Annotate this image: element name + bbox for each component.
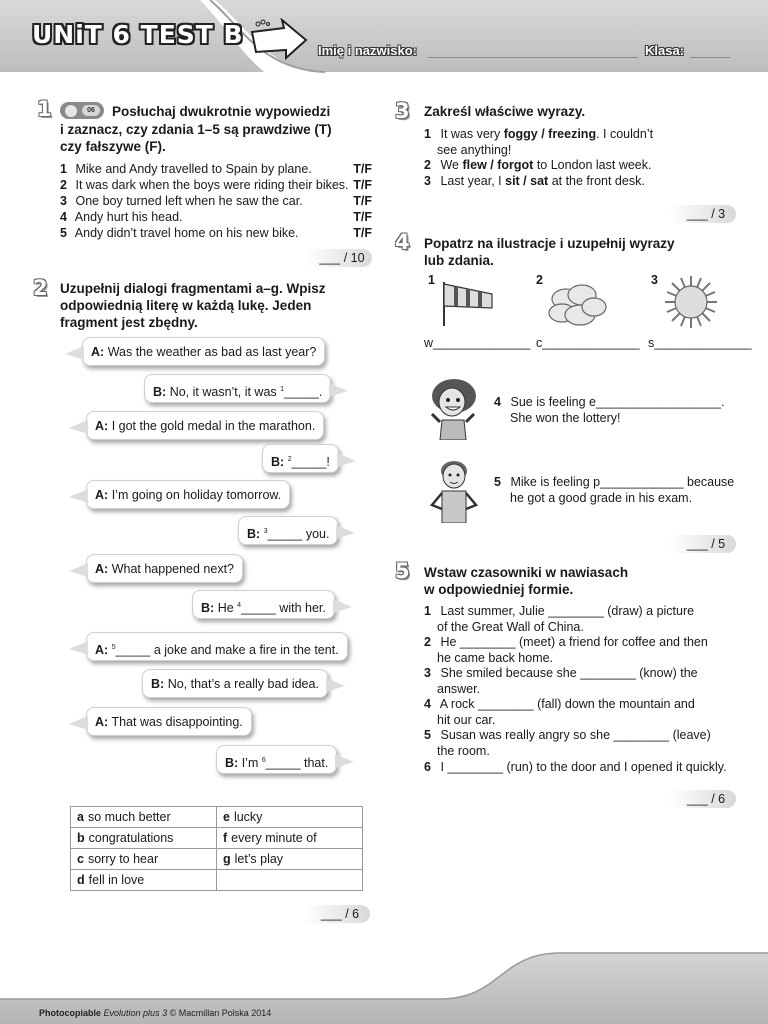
picture-number-2: 2 [536,273,543,287]
tf-choice[interactable]: T/F [353,178,372,192]
verb-gap[interactable]: I ________ (run) to the door and I opened it quickly. [440,760,727,774]
dialogue-bubble-b4: B: He $^4$_____ with her. [192,590,335,619]
dialogue-bubble-b3: B: $^3$_____ you. [238,516,338,545]
choice-pair[interactable]: foggy / freezing [503,127,597,141]
ex5-item-3: 3 She smiled because she ________ (know) the answer. [424,666,698,696]
exercise-number-5: 5 [395,559,410,583]
ex5-item-1: 1 Last summer, Julie ________ (draw) a picture of the Great Wall of China. [424,604,695,634]
choice-pair[interactable]: flew / forgot [462,158,534,172]
unit-title: UNiT 6 TEST B [32,20,244,49]
options-row [71,807,363,828]
exercise-number-3: 3 [395,99,410,123]
picture-number-1: 1 [428,273,435,287]
tf-choice[interactable]: T/F [353,194,372,208]
dialogue-bubble-a1: A: Was the weather as bad as last year? [82,337,325,366]
exercise-5-instruction: Wstaw czasowniki w nawiasach w odpowiedniej formie. [424,565,629,597]
ex4-sentence-5: 5 Mike is feeling p____________ because he got a good grade in his exam. [494,475,735,505]
verb-gap[interactable]: A rock ________ (fall) down the mountain and [439,697,695,711]
gap-3[interactable]: _____ you. [267,527,330,541]
ex5-item-4: 4 A rock ________ (fall) down the mountain and hit our car. [424,697,695,727]
tf-choice[interactable]: T/F [353,226,372,240]
gap-5[interactable]: _____ a joke and make a fire in the tent. [115,643,339,657]
ex5-item-2: 2 He ________ (meet) a friend for coffee and then he came back home. [424,635,708,665]
option-empty [217,870,363,891]
sun-icon [664,275,718,329]
options-table [70,806,363,891]
audio-track-badge[interactable] [60,102,104,119]
happy-girl-icon [428,376,482,440]
audio-track-number: 06 [82,105,100,116]
gap-2[interactable]: _____! [291,455,330,469]
exercise-2-score[interactable]: ___ / 6 [304,905,370,923]
option-e: e lucky [217,807,363,828]
exercise-5-score[interactable]: ___ / 6 [670,790,736,808]
exercise-1-score[interactable]: ___ / 10 [306,249,372,267]
exercise-4-instruction: Popatrz na ilustracje i uzupełnij wyrazy lub zdania. [424,236,675,268]
tf-item-1: 1 Mike and Andy travelled to Spain by plane. T/F [60,162,372,176]
verb-gap[interactable]: She smiled because she ________ (know) the [440,666,698,680]
page-header [0,0,768,95]
ex3-item-3: 3 Last year, I sit / sat at the front desk. [424,174,645,188]
arrow-icon [248,18,310,64]
picture-number-3: 3 [651,273,658,287]
ex3-item-2: 2 We flew / forgot to London last week. [424,158,652,172]
dialogue-bubble-a4: A: What happened next? [86,554,243,583]
ex4-sentence-4: 4 Sue is feeling e__________________. She won the lottery! [494,395,725,425]
exercise-number-1: 1 [37,97,52,121]
picture-blank-2[interactable]: c______________ [536,336,640,350]
dialogue-bubble-b2: B: $^2$_____! [262,444,339,473]
ex5-item-5: 5 Susan was really angry so she ________ (leave) the room. [424,728,711,758]
option-d: d fell in love [71,870,217,891]
picture-blank-3[interactable]: s______________ [648,336,752,350]
verb-gap[interactable]: He ________ (meet) a friend for coffee and then [440,635,708,649]
options-row [71,870,363,891]
gap-6[interactable]: _____ that. [265,756,329,770]
tf-item-2: 2 It was dark when the boys were riding their bikes. T/F [60,178,372,192]
option-a: a so much better [71,807,217,828]
choice-pair[interactable]: sit / sat [505,174,549,188]
name-field[interactable] [428,57,638,58]
class-label: Klasa: [645,43,685,58]
class-field[interactable] [690,57,730,58]
tf-choice[interactable]: T/F [353,162,372,176]
tf-item-3: 3 One boy turned left when he saw the car. T/F [60,194,372,208]
ex5-item-6: 6 I ________ (run) to the door and I opened it quickly. [424,760,727,774]
exercise-1-instruction: 06 Posłuchaj dwukrotnie wypowiedzi i zaznacz, czy zdania 1–5 są prawdziwe (T) czy fałszywe (F). [60,103,360,155]
picture-blank-1[interactable]: w______________ [424,336,531,350]
clouds-icon [546,283,608,329]
tf-item-5: 5 Andy didn’t travel home on his new bike. T/F [60,226,372,240]
option-g: g let’s play [217,849,363,870]
gap-1[interactable]: _____. [284,385,323,399]
exercise-2-instruction: Uzupełnij dialogi fragmentami a–g. Wpisz odpowiednią literę w każdą lukę. Jeden fragment jest zbędny. [60,281,326,330]
option-c: c sorry to hear [71,849,217,870]
tf-choice[interactable]: T/F [353,210,372,224]
verb-gap[interactable]: Last summer, Julie ________ (draw) a picture [440,604,695,618]
dialogue-bubble-a6: A: That was disappointing. [86,707,252,736]
exercise-4-score[interactable]: ___ / 5 [670,535,736,553]
footer-copyright: Photocopiable Evolution plus 3 © Macmillan Polska 2014 [39,1008,272,1018]
gap-4[interactable]: _____ with her. [241,601,326,615]
dialogue-bubble-a3: A: I’m going on holiday tomorrow. [86,480,290,509]
options-row [71,849,363,870]
dialogue-bubble-b6: B: I’m $^6$_____ that. [216,745,337,774]
blank-5[interactable]: Mike is feeling p____________ because [510,475,735,489]
option-f: f every minute of [217,828,363,849]
dialogue-bubble-b1: B: No, it wasn’t, it was $^1$_____. [144,374,331,403]
option-b: b congratulations [71,828,217,849]
verb-gap[interactable]: Susan was really angry so she ________ (leave) [440,728,711,742]
dialogue-bubble-a2: A: I got the gold medal in the marathon. [86,411,324,440]
speaker-icon [65,105,77,117]
tf-item-4: 4 Andy hurt his head. T/F [60,210,372,224]
proud-boy-icon [426,457,482,523]
exercise-number-4: 4 [395,230,410,254]
windsock-icon [440,278,498,328]
name-label: Imię i nazwisko: [318,43,417,58]
dialogue-bubble-a5: A: $^5$_____ a joke and make a fire in the tent. [86,632,348,661]
exercise-3-instruction: Zakreśl właściwe wyrazy. [424,104,586,119]
blank-4[interactable]: Sue is feeling e__________________. [510,395,725,409]
exercise-number-2: 2 [33,276,48,300]
dialogue-bubble-b5: B: No, that’s a really bad idea. [142,669,328,698]
options-row [71,828,363,849]
exercise-3-score[interactable]: ___ / 3 [670,205,736,223]
ex3-item-1: 1 It was very foggy / freezing. I couldn’t see anything! [424,127,654,157]
